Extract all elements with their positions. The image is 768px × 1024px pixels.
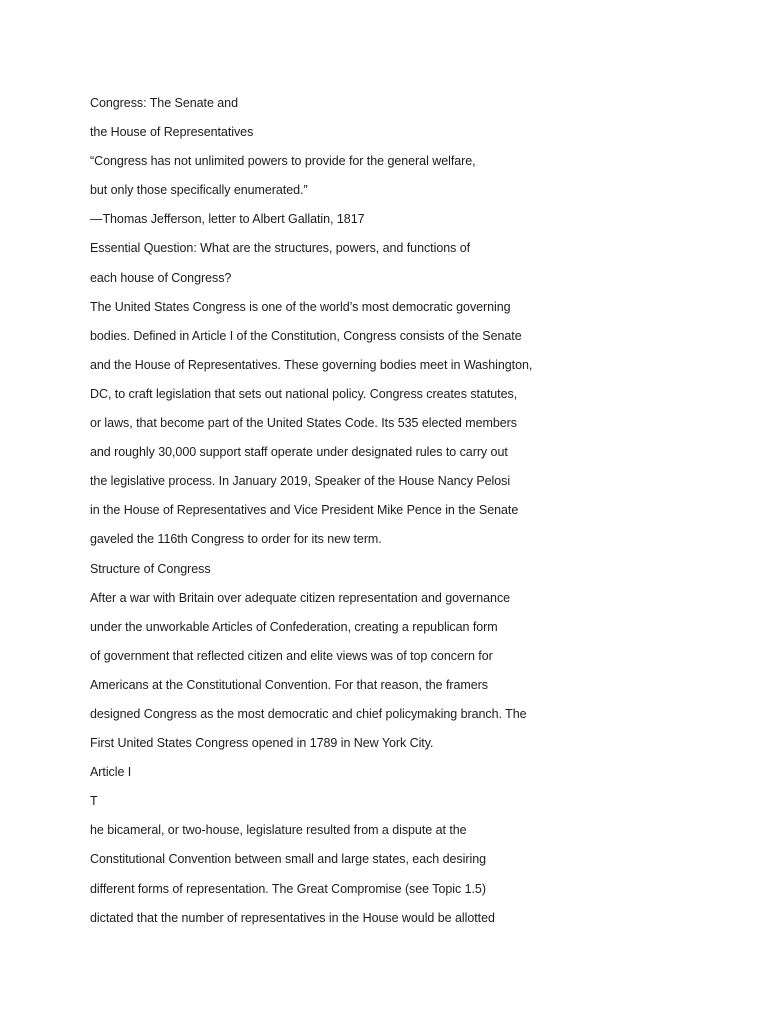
paragraph-line: First United States Congress opened in 1789 in New York City.: [90, 736, 434, 751]
epigraph-quote: “Congress has not unlimited powers to provide for the general welfare,: [90, 154, 476, 169]
title-line: the House of Representatives: [90, 125, 254, 140]
paragraph-line: Constitutional Convention between small and large states, each desiring: [90, 852, 486, 867]
document-body: [90, 89, 730, 933]
paragraph-line: or laws, that become part of the United States Code. Its 535 elected members: [90, 416, 517, 431]
paragraph-line: and the House of Representatives. These governing bodies meet in Washington,: [90, 357, 533, 372]
paragraph-line: After a war with Britain over adequate citizen representation and governance: [90, 590, 511, 605]
paragraph-line: bodies. Defined in Article I of the Constitution, Congress consists of the Senate: [90, 328, 522, 343]
section-heading: Structure of Congress: [90, 561, 211, 576]
paragraph-line: DC, to craft legislation that sets out national policy. Congress creates statutes,: [90, 386, 518, 401]
paragraph-line: of government that reflected citizen and elite views was of top concern for: [90, 648, 493, 663]
paragraph-line: gaveled the 116th Congress to order for its new term.: [90, 532, 382, 547]
paragraph-line: designed Congress as the most democratic and chief policymaking branch. The: [90, 706, 527, 721]
paragraph-line: The United States Congress is one of the world’s most democratic governing: [90, 299, 511, 314]
essential-question: each house of Congress?: [90, 270, 232, 285]
paragraph-line: he bicameral, or two-house, legislature resulted from a dispute at the: [90, 823, 467, 838]
paragraph-line: different forms of representation. The Great Compromise (see Topic 1.5): [90, 881, 486, 896]
paragraph-line: in the House of Representatives and Vice President Mike Pence in the Senate: [90, 503, 519, 518]
paragraph-line: and roughly 30,000 support staff operate under designated rules to carry out: [90, 445, 508, 460]
drop-cap-letter: T: [90, 794, 98, 809]
section-heading: Article I: [90, 765, 132, 780]
title-line: Congress: The Senate and: [90, 96, 238, 110]
essential-question: Essential Question: What are the structures, powers, and functions of: [90, 241, 471, 256]
paragraph-line: under the unworkable Articles of Confederation, creating a republican form: [90, 619, 498, 634]
paragraph-line: dictated that the number of representatives in the House would be allotted: [90, 910, 495, 925]
epigraph-attribution: —Thomas Jefferson, letter to Albert Gallatin, 1817: [90, 212, 365, 227]
paragraph-line: the legislative process. In January 2019, Speaker of the House Nancy Pelosi: [90, 474, 511, 489]
paragraph-line: Americans at the Constitutional Convention. For that reason, the framers: [90, 677, 488, 692]
epigraph-quote: but only those specifically enumerated.”: [90, 183, 308, 198]
